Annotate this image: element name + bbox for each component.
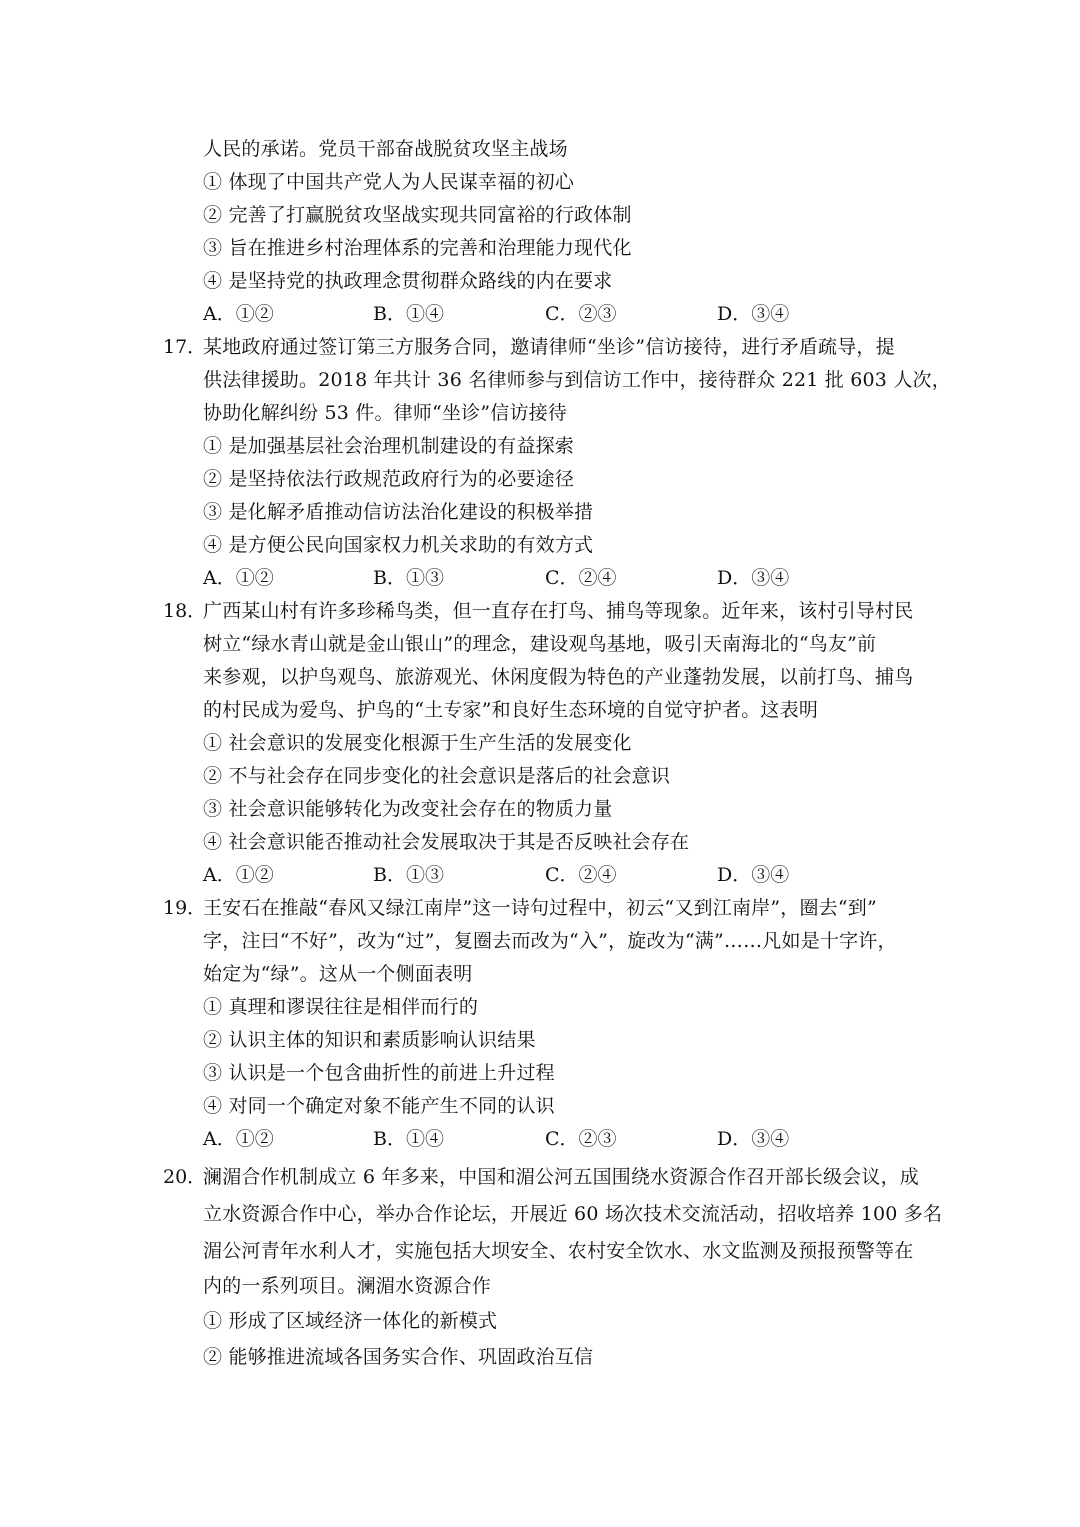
- stem-line: 立水资源合作中心，举办合作论坛，开展近 60 场次技术交流活动，招收培养 100 多名: [203, 1203, 943, 1225]
- stem-line: 内的一系列项目。澜湄水资源合作: [203, 1275, 492, 1297]
- stem-line: 的村民成为爱鸟、护鸟的“土专家”和良好生态环境的自觉守护者。这表明: [203, 699, 819, 721]
- statement-4: ④ 是坚持党的执政理念贯彻群众路线的内在要求: [203, 270, 613, 292]
- option-d: D．③④: [717, 303, 790, 325]
- statement-3: ③ 是化解矛盾推动信访法治化建设的积极举措: [203, 501, 594, 523]
- option-a: A．①②: [203, 567, 274, 589]
- stem-line: 广西某山村有许多珍稀鸟类，但一直存在打鸟、捕鸟等现象。近年来，该村引导村民: [203, 600, 914, 622]
- option-d: D．③④: [717, 1128, 790, 1150]
- statement-3: ③ 认识是一个包含曲折性的前进上升过程: [203, 1062, 555, 1084]
- statement-3: ③ 旨在推进乡村治理体系的完善和治理能力现代化: [203, 237, 632, 259]
- statement-2: ② 能够推进流域各国务实合作、巩固政治互信: [203, 1346, 594, 1368]
- stem-line: 人民的承诺。党员干部奋战脱贫攻坚主战场: [203, 138, 568, 160]
- statement-1: ① 是加强基层社会治理机制建设的有益探索: [203, 435, 575, 457]
- statement-4: ④ 是方便公民向国家权力机关求助的有效方式: [203, 534, 594, 556]
- statement-3: ③ 社会意识能够转化为改变社会存在的物质力量: [203, 798, 613, 820]
- option-c: C．②③: [545, 1128, 617, 1150]
- statement-1: ① 形成了区域经济一体化的新模式: [203, 1310, 498, 1332]
- statement-1: ① 体现了中国共产党人为人民谋幸福的初心: [203, 171, 575, 193]
- statement-2: ② 认识主体的知识和素质影响认识结果: [203, 1029, 536, 1051]
- option-b: B．①④: [373, 1128, 444, 1150]
- statement-4: ④ 社会意识能否推动社会发展取决于其是否反映社会存在: [203, 831, 690, 853]
- stem-line: 澜湄合作机制成立 6 年多来，中国和湄公河五国围绕水资源合作召开部长级会议，成: [203, 1166, 919, 1188]
- stem-line: 供法律援助。2018 年共计 36 名律师参与到信访工作中，接待群众 221 批 603 人次，: [203, 369, 951, 391]
- option-a: A．①②: [203, 864, 274, 886]
- statement-2: ② 完善了打赢脱贫攻坚战实现共同富裕的行政体制: [203, 204, 632, 226]
- option-a: A．①②: [203, 303, 274, 325]
- stem-line: 始定为“绿”。这从一个侧面表明: [203, 963, 473, 985]
- option-b: B．①③: [373, 864, 444, 886]
- option-b: B．①③: [373, 567, 444, 589]
- stem-line: 来参观，以护鸟观鸟、旅游观光、休闲度假为特色的产业蓬勃发展，以前打鸟、捕鸟: [203, 666, 914, 688]
- question-number: 17．: [163, 336, 207, 358]
- stem-line: 字，注曰“不好”，改为“过”，复圈去而改为“入”，旋改为“满”……凡如是十字许，: [203, 930, 897, 952]
- option-c: C．②③: [545, 303, 617, 325]
- question-number: 20．: [163, 1166, 207, 1188]
- option-d: D．③④: [717, 864, 790, 886]
- stem-line: 某地政府通过签订第三方服务合同，邀请律师“坐诊”信访接待，进行矛盾疏导，提: [203, 336, 895, 358]
- statement-2: ② 不与社会存在同步变化的社会意识是落后的社会意识: [203, 765, 671, 787]
- option-c: C．②④: [545, 864, 617, 886]
- question-number: 18．: [163, 600, 207, 622]
- stem-line: 湄公河青年水利人才，实施包括大坝安全、农村安全饮水、水文监测及预报预警等在: [203, 1240, 914, 1262]
- statement-4: ④ 对同一个确定对象不能产生不同的认识: [203, 1095, 555, 1117]
- statement-2: ② 是坚持依法行政规范政府行为的必要途径: [203, 468, 575, 490]
- option-c: C．②④: [545, 567, 617, 589]
- stem-line: 协助化解纠纷 53 件。律师“坐诊”信访接待: [203, 402, 568, 424]
- option-a: A．①②: [203, 1128, 274, 1150]
- stem-line: 王安石在推敲“春风又绿江南岸”这一诗句过程中，初云“又到江南岸”，圈去“到”: [203, 897, 877, 919]
- option-b: B．①④: [373, 303, 444, 325]
- statement-1: ① 社会意识的发展变化根源于生产生活的发展变化: [203, 732, 632, 754]
- stem-line: 树立“绿水青山就是金山银山”的理念，建设观鸟基地，吸引天南海北的“鸟友”前: [203, 633, 877, 655]
- statement-1: ① 真理和谬误往往是相伴而行的: [203, 996, 479, 1018]
- question-number: 19．: [163, 897, 207, 919]
- option-d: D．③④: [717, 567, 790, 589]
